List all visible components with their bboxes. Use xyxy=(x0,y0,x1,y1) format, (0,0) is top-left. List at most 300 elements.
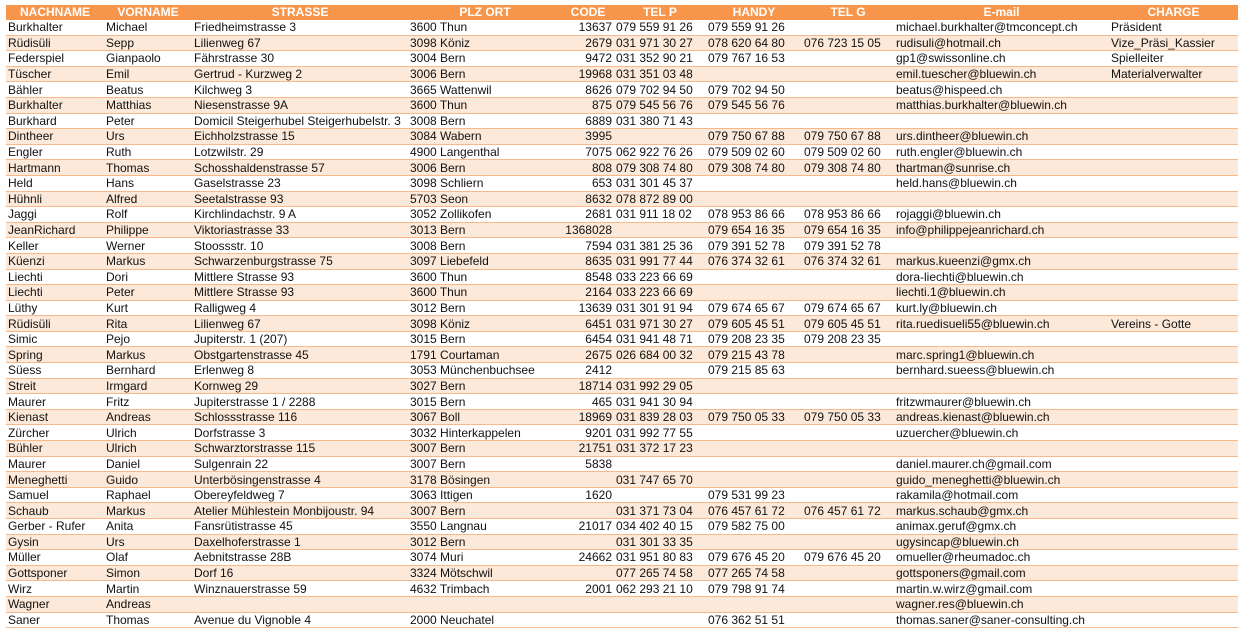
cell-nachname[interactable]: Müller xyxy=(6,550,104,566)
header-tel-g[interactable]: TEL G xyxy=(802,5,894,20)
cell-charge[interactable] xyxy=(1109,550,1238,566)
cell-tel-g[interactable] xyxy=(802,441,894,457)
cell-handy[interactable]: 079 582 75 00 xyxy=(706,519,802,535)
cell-code[interactable] xyxy=(562,612,614,628)
cell-nachname[interactable]: Hühnli xyxy=(6,191,104,207)
cell-handy[interactable]: 079 750 67 88 xyxy=(706,129,802,145)
cell-tel-g[interactable]: 078 953 86 66 xyxy=(802,207,894,223)
cell-handy[interactable] xyxy=(706,472,802,488)
cell-tel-p[interactable]: 031 839 28 03 xyxy=(614,409,706,425)
cell-plz-ort[interactable]: 3063 Ittigen xyxy=(408,487,562,503)
cell-plz-ort[interactable]: 3098 Schliern xyxy=(408,175,562,191)
cell-strasse[interactable]: Erlenweg 8 xyxy=(192,363,408,379)
cell-vorname[interactable]: Andreas xyxy=(104,596,192,612)
cell-tel-g[interactable] xyxy=(802,347,894,363)
cell-tel-p[interactable]: 031 991 77 44 xyxy=(614,253,706,269)
cell-strasse[interactable]: Kilchweg 3 xyxy=(192,82,408,98)
cell-tel-p[interactable]: 031 301 45 37 xyxy=(614,175,706,191)
cell-charge[interactable] xyxy=(1109,487,1238,503)
cell-charge[interactable] xyxy=(1109,269,1238,285)
cell-email[interactable]: markus.schaub@gmx.ch xyxy=(894,503,1109,519)
cell-nachname[interactable]: Maurer xyxy=(6,394,104,410)
cell-code[interactable] xyxy=(562,534,614,550)
cell-vorname[interactable]: Philippe xyxy=(104,222,192,238)
cell-tel-p[interactable]: 078 872 89 00 xyxy=(614,191,706,207)
cell-strasse[interactable]: Jupiterstr. 1 (207) xyxy=(192,331,408,347)
cell-vorname[interactable]: Fritz xyxy=(104,394,192,410)
cell-vorname[interactable]: Beatus xyxy=(104,82,192,98)
cell-plz-ort[interactable]: 3084 Wabern xyxy=(408,129,562,145)
cell-plz-ort[interactable]: 3052 Zollikofen xyxy=(408,207,562,223)
cell-nachname[interactable]: Tüscher xyxy=(6,66,104,82)
cell-strasse[interactable]: Winznauerstrasse 59 xyxy=(192,581,408,597)
cell-handy[interactable] xyxy=(706,285,802,301)
cell-strasse[interactable]: Viktoriastrasse 33 xyxy=(192,222,408,238)
cell-code[interactable]: 1620 xyxy=(562,487,614,503)
cell-vorname[interactable]: Bernhard xyxy=(104,363,192,379)
cell-nachname[interactable]: Bühler xyxy=(6,441,104,457)
cell-tel-p[interactable]: 034 402 40 15 xyxy=(614,519,706,535)
cell-charge[interactable] xyxy=(1109,347,1238,363)
cell-tel-g[interactable]: 079 654 16 35 xyxy=(802,222,894,238)
cell-vorname[interactable]: Ulrich xyxy=(104,441,192,457)
cell-strasse[interactable]: Obstgartenstrasse 45 xyxy=(192,347,408,363)
cell-strasse[interactable]: Kirchlindachstr. 9 A xyxy=(192,207,408,223)
cell-email[interactable]: matthias.burkhalter@bluewin.ch xyxy=(894,97,1109,113)
cell-code[interactable] xyxy=(562,503,614,519)
header-vorname[interactable]: VORNAME xyxy=(104,5,192,20)
cell-tel-g[interactable]: 079 391 52 78 xyxy=(802,238,894,254)
cell-tel-g[interactable] xyxy=(802,519,894,535)
cell-charge[interactable] xyxy=(1109,565,1238,581)
cell-code[interactable]: 6889 xyxy=(562,113,614,129)
cell-vorname[interactable]: Markus xyxy=(104,347,192,363)
cell-tel-p[interactable]: 031 747 65 70 xyxy=(614,472,706,488)
cell-code[interactable]: 13639 xyxy=(562,300,614,316)
cell-code[interactable]: 465 xyxy=(562,394,614,410)
cell-tel-g[interactable]: 079 750 67 88 xyxy=(802,129,894,145)
cell-nachname[interactable]: Held xyxy=(6,175,104,191)
cell-code[interactable]: 8626 xyxy=(562,82,614,98)
cell-tel-p[interactable]: 033 223 66 69 xyxy=(614,269,706,285)
cell-nachname[interactable]: Dintheer xyxy=(6,129,104,145)
cell-plz-ort[interactable]: 3665 Wattenwil xyxy=(408,82,562,98)
cell-strasse[interactable]: Jupiterstrasse 1 / 2288 xyxy=(192,394,408,410)
cell-email[interactable]: urs.dintheer@bluewin.ch xyxy=(894,129,1109,145)
cell-tel-g[interactable]: 079 750 05 33 xyxy=(802,409,894,425)
cell-tel-p[interactable]: 031 381 25 36 xyxy=(614,238,706,254)
cell-plz-ort[interactable]: 3097 Liebefeld xyxy=(408,253,562,269)
cell-handy[interactable]: 079 767 16 53 xyxy=(706,51,802,67)
cell-code[interactable] xyxy=(562,565,614,581)
cell-email[interactable]: daniel.maurer.ch@gmail.com xyxy=(894,456,1109,472)
cell-email[interactable]: uzuercher@bluewin.ch xyxy=(894,425,1109,441)
cell-vorname[interactable]: Guido xyxy=(104,472,192,488)
cell-tel-p[interactable]: 026 684 00 32 xyxy=(614,347,706,363)
cell-handy[interactable]: 077 265 74 58 xyxy=(706,565,802,581)
cell-vorname[interactable]: Rita xyxy=(104,316,192,332)
cell-strasse[interactable]: Ralligweg 4 xyxy=(192,300,408,316)
cell-vorname[interactable]: Anita xyxy=(104,519,192,535)
header-handy[interactable]: HANDY xyxy=(706,5,802,20)
cell-tel-g[interactable]: 079 509 02 60 xyxy=(802,144,894,160)
cell-code[interactable]: 18969 xyxy=(562,409,614,425)
cell-plz-ort[interactable]: 3600 Thun xyxy=(408,285,562,301)
cell-strasse[interactable]: Obereyfeldweg 7 xyxy=(192,487,408,503)
cell-plz-ort[interactable]: 3012 Bern xyxy=(408,534,562,550)
cell-charge[interactable] xyxy=(1109,425,1238,441)
cell-tel-g[interactable] xyxy=(802,472,894,488)
cell-nachname[interactable]: Gysin xyxy=(6,534,104,550)
cell-charge[interactable] xyxy=(1109,113,1238,129)
cell-charge[interactable] xyxy=(1109,144,1238,160)
cell-charge[interactable] xyxy=(1109,534,1238,550)
cell-plz-ort[interactable]: 3007 Bern xyxy=(408,456,562,472)
cell-strasse[interactable]: Schosshaldenstrasse 57 xyxy=(192,160,408,176)
cell-code[interactable]: 24662 xyxy=(562,550,614,566)
cell-vorname[interactable]: Urs xyxy=(104,534,192,550)
cell-plz-ort[interactable]: 3013 Bern xyxy=(408,222,562,238)
cell-nachname[interactable]: JeanRichard xyxy=(6,222,104,238)
cell-charge[interactable] xyxy=(1109,238,1238,254)
cell-nachname[interactable]: Engler xyxy=(6,144,104,160)
cell-handy[interactable]: 079 654 16 35 xyxy=(706,222,802,238)
cell-tel-p[interactable]: 077 265 74 58 xyxy=(614,565,706,581)
cell-plz-ort[interactable]: 3008 Bern xyxy=(408,113,562,129)
cell-handy[interactable]: 079 531 99 23 xyxy=(706,487,802,503)
cell-handy[interactable] xyxy=(706,378,802,394)
cell-strasse[interactable]: Seetalstrasse 93 xyxy=(192,191,408,207)
cell-handy[interactable] xyxy=(706,534,802,550)
cell-vorname[interactable]: Ruth xyxy=(104,144,192,160)
cell-plz-ort[interactable]: 3007 Bern xyxy=(408,503,562,519)
cell-vorname[interactable]: Raphael xyxy=(104,487,192,503)
cell-charge[interactable] xyxy=(1109,409,1238,425)
cell-tel-g[interactable] xyxy=(802,487,894,503)
cell-plz-ort[interactable]: 4632 Trimbach xyxy=(408,581,562,597)
cell-tel-p[interactable]: 033 223 66 69 xyxy=(614,285,706,301)
cell-tel-g[interactable] xyxy=(802,51,894,67)
cell-tel-g[interactable] xyxy=(802,378,894,394)
cell-charge[interactable] xyxy=(1109,285,1238,301)
cell-tel-p[interactable]: 031 941 48 71 xyxy=(614,331,706,347)
cell-plz-ort[interactable]: 3600 Thun xyxy=(408,269,562,285)
cell-tel-p[interactable]: 031 971 30 27 xyxy=(614,316,706,332)
cell-vorname[interactable]: Andreas xyxy=(104,409,192,425)
cell-tel-p[interactable]: 031 971 30 27 xyxy=(614,35,706,51)
cell-plz-ort[interactable] xyxy=(408,596,562,612)
cell-plz-ort[interactable]: 3324 Mötschwil xyxy=(408,565,562,581)
cell-tel-p[interactable]: 031 941 30 94 xyxy=(614,394,706,410)
cell-strasse[interactable]: Lotzwilstr. 29 xyxy=(192,144,408,160)
cell-handy[interactable] xyxy=(706,113,802,129)
cell-nachname[interactable]: Jaggi xyxy=(6,207,104,223)
cell-charge[interactable] xyxy=(1109,596,1238,612)
cell-strasse[interactable]: Mittlere Strasse 93 xyxy=(192,285,408,301)
cell-handy[interactable]: 079 391 52 78 xyxy=(706,238,802,254)
cell-charge[interactable] xyxy=(1109,97,1238,113)
cell-email[interactable]: michael.burkhalter@tmconcept.ch xyxy=(894,20,1109,36)
cell-code[interactable]: 808 xyxy=(562,160,614,176)
header-email[interactable]: E-mail xyxy=(894,5,1109,20)
cell-tel-p[interactable] xyxy=(614,612,706,628)
cell-vorname[interactable]: Ulrich xyxy=(104,425,192,441)
cell-email[interactable] xyxy=(894,378,1109,394)
header-plz-ort[interactable]: PLZ ORT xyxy=(408,5,562,20)
cell-charge[interactable] xyxy=(1109,191,1238,207)
cell-strasse[interactable]: Niesenstrasse 9A xyxy=(192,97,408,113)
cell-tel-p[interactable]: 079 308 74 80 xyxy=(614,160,706,176)
cell-email[interactable] xyxy=(894,331,1109,347)
header-nachname[interactable]: NACHNAME xyxy=(6,5,104,20)
cell-code[interactable]: 2164 xyxy=(562,285,614,301)
cell-vorname[interactable]: Olaf xyxy=(104,550,192,566)
cell-handy[interactable]: 079 308 74 80 xyxy=(706,160,802,176)
cell-email[interactable]: bernhard.sueess@bluewin.ch xyxy=(894,363,1109,379)
cell-code[interactable]: 7594 xyxy=(562,238,614,254)
cell-strasse[interactable]: Kornweg 29 xyxy=(192,378,408,394)
cell-plz-ort[interactable]: 3098 Köniz xyxy=(408,316,562,332)
cell-vorname[interactable]: Martin xyxy=(104,581,192,597)
cell-tel-g[interactable] xyxy=(802,581,894,597)
cell-tel-p[interactable]: 031 301 91 94 xyxy=(614,300,706,316)
cell-handy[interactable] xyxy=(706,191,802,207)
cell-vorname[interactable]: Urs xyxy=(104,129,192,145)
cell-plz-ort[interactable]: 3006 Bern xyxy=(408,160,562,176)
cell-tel-p[interactable]: 031 352 90 21 xyxy=(614,51,706,67)
cell-plz-ort[interactable]: 3067 Boll xyxy=(408,409,562,425)
cell-code[interactable]: 2681 xyxy=(562,207,614,223)
cell-nachname[interactable]: Liechti xyxy=(6,269,104,285)
cell-code[interactable]: 8548 xyxy=(562,269,614,285)
cell-vorname[interactable]: Sepp xyxy=(104,35,192,51)
cell-tel-g[interactable] xyxy=(802,425,894,441)
cell-vorname[interactable]: Markus xyxy=(104,253,192,269)
cell-email[interactable] xyxy=(894,441,1109,457)
cell-plz-ort[interactable]: 3008 Bern xyxy=(408,238,562,254)
cell-nachname[interactable]: Wirz xyxy=(6,581,104,597)
cell-strasse[interactable]: Daxelhoferstrasse 1 xyxy=(192,534,408,550)
cell-charge[interactable] xyxy=(1109,207,1238,223)
cell-tel-g[interactable] xyxy=(802,82,894,98)
cell-code[interactable]: 2001 xyxy=(562,581,614,597)
cell-email[interactable]: guido_meneghetti@bluewin.ch xyxy=(894,472,1109,488)
cell-nachname[interactable]: Burkhalter xyxy=(6,20,104,36)
cell-code[interactable]: 19968 xyxy=(562,66,614,82)
cell-tel-g[interactable] xyxy=(802,20,894,36)
cell-charge[interactable] xyxy=(1109,612,1238,628)
cell-email[interactable]: rakamila@hotmail.com xyxy=(894,487,1109,503)
cell-strasse[interactable]: Gaselstrasse 23 xyxy=(192,175,408,191)
cell-strasse[interactable]: Schwarztorstrasse 115 xyxy=(192,441,408,457)
cell-charge[interactable] xyxy=(1109,222,1238,238)
cell-tel-p[interactable] xyxy=(614,456,706,472)
cell-tel-g[interactable] xyxy=(802,534,894,550)
cell-tel-p[interactable] xyxy=(614,487,706,503)
cell-plz-ort[interactable]: 3098 Köniz xyxy=(408,35,562,51)
cell-vorname[interactable]: Peter xyxy=(104,113,192,129)
cell-code[interactable]: 7075 xyxy=(562,144,614,160)
cell-tel-p[interactable]: 031 992 77 55 xyxy=(614,425,706,441)
cell-nachname[interactable]: Wagner xyxy=(6,596,104,612)
cell-nachname[interactable]: Maurer xyxy=(6,456,104,472)
cell-plz-ort[interactable]: 3004 Bern xyxy=(408,51,562,67)
cell-tel-p[interactable]: 031 301 33 35 xyxy=(614,534,706,550)
cell-code[interactable]: 875 xyxy=(562,97,614,113)
cell-nachname[interactable]: Süess xyxy=(6,363,104,379)
cell-handy[interactable]: 079 798 91 74 xyxy=(706,581,802,597)
cell-charge[interactable] xyxy=(1109,363,1238,379)
cell-nachname[interactable]: Kienast xyxy=(6,409,104,425)
cell-email[interactable] xyxy=(894,113,1109,129)
cell-email[interactable] xyxy=(894,238,1109,254)
cell-handy[interactable]: 079 674 65 67 xyxy=(706,300,802,316)
cell-tel-g[interactable]: 079 308 74 80 xyxy=(802,160,894,176)
cell-handy[interactable]: 079 215 85 63 xyxy=(706,363,802,379)
cell-plz-ort[interactable]: 3006 Bern xyxy=(408,66,562,82)
cell-strasse[interactable]: Unterbösingenstrasse 4 xyxy=(192,472,408,488)
cell-plz-ort[interactable]: 2000 Neuchatel xyxy=(408,612,562,628)
cell-code[interactable]: 5838 xyxy=(562,456,614,472)
cell-charge[interactable] xyxy=(1109,394,1238,410)
cell-strasse[interactable]: Atelier Mühlestein Monbijoustr. 94 xyxy=(192,503,408,519)
cell-nachname[interactable]: Samuel xyxy=(6,487,104,503)
cell-email[interactable]: thomas.saner@saner-consulting.ch xyxy=(894,612,1109,628)
cell-tel-p[interactable]: 031 992 29 05 xyxy=(614,378,706,394)
cell-charge[interactable] xyxy=(1109,331,1238,347)
cell-tel-p[interactable]: 062 293 21 10 xyxy=(614,581,706,597)
cell-code[interactable]: 21017 xyxy=(562,519,614,535)
cell-code[interactable]: 6454 xyxy=(562,331,614,347)
cell-nachname[interactable]: Schaub xyxy=(6,503,104,519)
cell-strasse[interactable]: Aebnitstrasse 28B xyxy=(192,550,408,566)
cell-strasse[interactable]: Eichholzstrasse 15 xyxy=(192,129,408,145)
cell-code[interactable]: 9472 xyxy=(562,51,614,67)
cell-charge[interactable] xyxy=(1109,456,1238,472)
cell-handy[interactable]: 079 208 23 35 xyxy=(706,331,802,347)
cell-vorname[interactable]: Markus xyxy=(104,503,192,519)
cell-handy[interactable] xyxy=(706,394,802,410)
cell-tel-g[interactable]: 079 674 65 67 xyxy=(802,300,894,316)
cell-vorname[interactable]: Rolf xyxy=(104,207,192,223)
cell-plz-ort[interactable]: 3600 Thun xyxy=(408,20,562,36)
cell-code[interactable]: 2675 xyxy=(562,347,614,363)
cell-nachname[interactable]: Keller xyxy=(6,238,104,254)
cell-tel-g[interactable] xyxy=(802,285,894,301)
cell-vorname[interactable]: Daniel xyxy=(104,456,192,472)
cell-tel-g[interactable] xyxy=(802,363,894,379)
cell-tel-p[interactable] xyxy=(614,222,706,238)
cell-email[interactable]: kurt.ly@bluewin.ch xyxy=(894,300,1109,316)
cell-tel-p[interactable]: 031 372 17 23 xyxy=(614,441,706,457)
cell-tel-p[interactable] xyxy=(614,596,706,612)
cell-handy[interactable] xyxy=(706,175,802,191)
cell-plz-ort[interactable]: 1791 Courtaman xyxy=(408,347,562,363)
cell-strasse[interactable]: Lilienweg 67 xyxy=(192,316,408,332)
cell-charge[interactable] xyxy=(1109,519,1238,535)
cell-email[interactable]: liechti.1@bluewin.ch xyxy=(894,285,1109,301)
cell-strasse[interactable]: Friedheimstrasse 3 xyxy=(192,20,408,36)
cell-strasse[interactable]: Avenue du Vignoble 4 xyxy=(192,612,408,628)
cell-tel-p[interactable] xyxy=(614,129,706,145)
cell-email[interactable]: rudisuli@hotmail.ch xyxy=(894,35,1109,51)
cell-handy[interactable] xyxy=(706,596,802,612)
cell-charge[interactable] xyxy=(1109,503,1238,519)
cell-strasse[interactable]: Schlossstrasse 116 xyxy=(192,409,408,425)
cell-code[interactable] xyxy=(562,472,614,488)
cell-email[interactable]: ruth.engler@bluewin.ch xyxy=(894,144,1109,160)
cell-handy[interactable] xyxy=(706,66,802,82)
cell-plz-ort[interactable]: 3178 Bösingen xyxy=(408,472,562,488)
cell-nachname[interactable]: Bähler xyxy=(6,82,104,98)
cell-nachname[interactable]: Gerber - Rufer xyxy=(6,519,104,535)
cell-email[interactable]: wagner.res@bluewin.ch xyxy=(894,596,1109,612)
cell-vorname[interactable]: Gianpaolo xyxy=(104,51,192,67)
cell-strasse[interactable]: Fansrütistrasse 45 xyxy=(192,519,408,535)
cell-code[interactable]: 3995 xyxy=(562,129,614,145)
cell-email[interactable]: marc.spring1@bluewin.ch xyxy=(894,347,1109,363)
cell-handy[interactable] xyxy=(706,269,802,285)
cell-plz-ort[interactable]: 4900 Langenthal xyxy=(408,144,562,160)
cell-nachname[interactable]: Federspiel xyxy=(6,51,104,67)
header-charge[interactable]: CHARGE xyxy=(1109,5,1238,20)
cell-strasse[interactable]: Lilienweg 67 xyxy=(192,35,408,51)
cell-nachname[interactable]: Küenzi xyxy=(6,253,104,269)
cell-handy[interactable]: 078 620 64 80 xyxy=(706,35,802,51)
header-tel-p[interactable]: TEL P xyxy=(614,5,706,20)
cell-email[interactable]: martin.w.wirz@gmail.com xyxy=(894,581,1109,597)
cell-code[interactable]: 653 xyxy=(562,175,614,191)
cell-vorname[interactable]: Hans xyxy=(104,175,192,191)
cell-code[interactable]: 8635 xyxy=(562,253,614,269)
cell-handy[interactable]: 079 605 45 51 xyxy=(706,316,802,332)
cell-tel-p[interactable]: 031 911 18 02 xyxy=(614,207,706,223)
cell-tel-g[interactable] xyxy=(802,612,894,628)
cell-nachname[interactable]: Saner xyxy=(6,612,104,628)
cell-tel-g[interactable] xyxy=(802,113,894,129)
cell-plz-ort[interactable]: 3074 Muri xyxy=(408,550,562,566)
cell-code[interactable]: 9201 xyxy=(562,425,614,441)
cell-charge[interactable] xyxy=(1109,472,1238,488)
cell-nachname[interactable]: Zürcher xyxy=(6,425,104,441)
cell-handy[interactable] xyxy=(706,425,802,441)
cell-code[interactable]: 6451 xyxy=(562,316,614,332)
cell-charge[interactable] xyxy=(1109,160,1238,176)
cell-strasse[interactable]: Domicil Steigerhubel Steigerhubelstr. 3 xyxy=(192,113,408,129)
cell-code[interactable]: 8632 xyxy=(562,191,614,207)
cell-strasse[interactable]: Sulgenrain 22 xyxy=(192,456,408,472)
cell-vorname[interactable]: Matthias xyxy=(104,97,192,113)
cell-handy[interactable]: 079 559 91 26 xyxy=(706,20,802,36)
cell-nachname[interactable]: Lüthy xyxy=(6,300,104,316)
cell-email[interactable]: gp1@swissonline.ch xyxy=(894,51,1109,67)
cell-plz-ort[interactable]: 3015 Bern xyxy=(408,394,562,410)
cell-strasse[interactable]: Stoossstr. 10 xyxy=(192,238,408,254)
cell-email[interactable]: rita.ruedisueli55@bluewin.ch xyxy=(894,316,1109,332)
cell-tel-p[interactable]: 062 922 76 26 xyxy=(614,144,706,160)
cell-plz-ort[interactable]: 3027 Bern xyxy=(408,378,562,394)
cell-charge[interactable]: Spielleiter xyxy=(1109,51,1238,67)
cell-tel-p[interactable]: 031 380 71 43 xyxy=(614,113,706,129)
cell-email[interactable]: omueller@rheumadoc.ch xyxy=(894,550,1109,566)
cell-email[interactable]: andreas.kienast@bluewin.ch xyxy=(894,409,1109,425)
cell-vorname[interactable]: Emil xyxy=(104,66,192,82)
cell-plz-ort[interactable]: 3007 Bern xyxy=(408,441,562,457)
cell-nachname[interactable]: Burkhalter xyxy=(6,97,104,113)
cell-charge[interactable] xyxy=(1109,129,1238,145)
cell-tel-p[interactable]: 079 559 91 26 xyxy=(614,20,706,36)
cell-handy[interactable]: 078 953 86 66 xyxy=(706,207,802,223)
